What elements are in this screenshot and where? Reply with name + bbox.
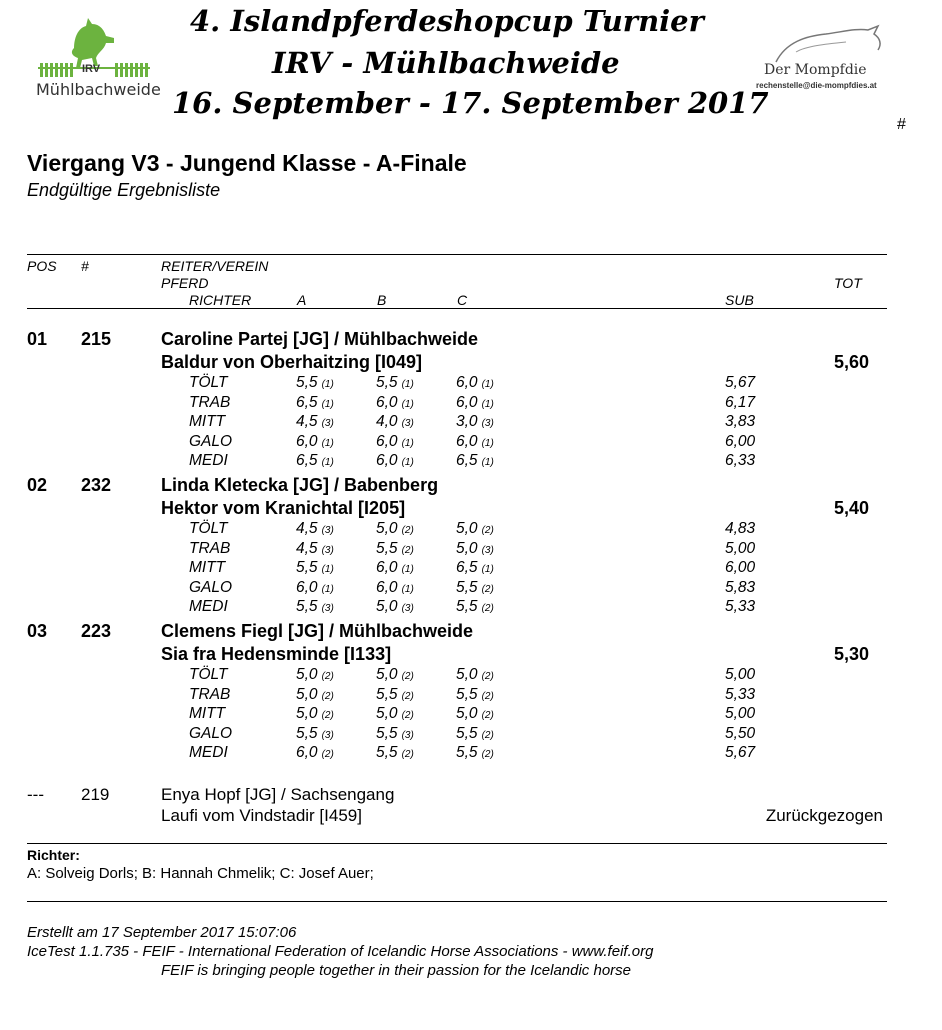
- entry-num: 223: [81, 621, 112, 641]
- footer-created: Erstellt am 17 September 2017 15:07:06: [27, 924, 297, 941]
- score-b-rank: (1): [401, 583, 414, 595]
- score-c-value: 6,0: [456, 393, 478, 411]
- entry-horse: Sia fra Hedensminde [I133]: [161, 644, 392, 664]
- score-c-rank: (2): [481, 749, 494, 761]
- score-gait: MEDI: [189, 452, 228, 470]
- score-b: [376, 705, 414, 723]
- score-a-rank: (1): [321, 457, 334, 469]
- score-a-rank: (2): [321, 690, 334, 702]
- score-c-value: 5,5: [456, 685, 478, 703]
- score-c-rank: (2): [481, 710, 494, 722]
- score-c-rank: (1): [481, 457, 494, 469]
- rule-header-bottom: [27, 308, 887, 309]
- score-c-value: 5,0: [456, 705, 478, 723]
- score-b-rank: (1): [401, 564, 414, 576]
- col-rider: REITER/VEREIN: [161, 258, 269, 274]
- score-gait: GALO: [189, 432, 233, 450]
- score-a: [296, 452, 334, 470]
- score-a-value: 5,5: [296, 598, 318, 616]
- score-a: [296, 579, 334, 597]
- score-sub: 6,17: [725, 393, 756, 411]
- judges-label: Richter:: [27, 847, 80, 863]
- footer-motto: FEIF is bringing people together in their passion for the Icelandic horse: [161, 962, 631, 979]
- score-b-value: 6,0: [376, 559, 398, 577]
- score-a: [296, 433, 334, 451]
- score-a: [296, 394, 334, 412]
- score-c: [456, 374, 494, 392]
- score-gait: GALO: [189, 724, 233, 742]
- score-gait: MEDI: [189, 598, 228, 616]
- score-c: [456, 666, 494, 684]
- score-c: [456, 413, 494, 431]
- withdrawn-num: 219: [81, 785, 110, 804]
- score-b: [376, 579, 414, 597]
- score-b-rank: (1): [401, 437, 414, 449]
- score-c-rank: (1): [481, 437, 494, 449]
- col-b: B: [377, 292, 387, 308]
- entry-horse: Baldur von Oberhaitzing [I049]: [161, 352, 423, 372]
- score-b-value: 5,5: [376, 685, 398, 703]
- score-b-value: 5,5: [376, 744, 398, 762]
- score-sub: 5,33: [725, 598, 756, 616]
- score-a: [296, 725, 334, 743]
- score-c: [456, 540, 494, 558]
- score-b-rank: (3): [401, 603, 414, 615]
- withdrawn-status: Zurückgezogen: [765, 806, 883, 825]
- score-b-rank: (2): [401, 525, 414, 536]
- entry-pos: 02: [27, 475, 48, 495]
- score-b-value: 5,0: [376, 705, 398, 723]
- score-b-rank: (1): [401, 457, 414, 469]
- score-b-value: 6,0: [376, 452, 398, 470]
- score-a-rank: (1): [321, 564, 334, 576]
- entry-num: 232: [81, 475, 112, 495]
- col-judge: RICHTER: [189, 292, 252, 308]
- score-c: [456, 705, 494, 723]
- entry-pos: 01: [27, 329, 48, 349]
- score-sub: 5,00: [725, 705, 756, 723]
- score-sub: 3,83: [725, 413, 756, 431]
- withdrawn-horse: Laufi vom Vindstadir [I459]: [161, 806, 362, 825]
- score-b-rank: (1): [401, 398, 414, 410]
- score-c-rank: (2): [481, 525, 494, 536]
- score-a-rank: (2): [321, 710, 334, 722]
- score-gait: TÖLT: [189, 374, 228, 391]
- entry-horse: Hektor vom Kranichtal [I205]: [161, 498, 406, 518]
- header-line-1: 4. Islandpferdeshopcup Turnier: [190, 4, 704, 38]
- score-a: [296, 705, 334, 723]
- score-b: [376, 374, 414, 392]
- entry-rider: Linda Kletecka [JG] / Babenberg: [161, 475, 439, 495]
- score-c-value: 5,0: [456, 520, 478, 537]
- score-a-rank: (1): [321, 583, 334, 595]
- score-b-rank: (1): [401, 379, 414, 390]
- score-c-rank: (1): [481, 379, 494, 390]
- logo-name: Mühlbachweide: [36, 80, 161, 99]
- score-sub: 6,00: [725, 559, 756, 577]
- score-gait: TÖLT: [189, 666, 228, 683]
- score-gait: GALO: [189, 578, 233, 596]
- score-c-value: 5,5: [456, 724, 478, 742]
- footer-software: IceTest 1.1.735 - FEIF - International Federation of Icelandic Horse Associations - www.feif.org: [27, 943, 654, 960]
- score-a-value: 5,5: [296, 374, 318, 391]
- score-b-rank: (3): [401, 418, 414, 430]
- score-a-value: 6,0: [296, 578, 318, 596]
- score-sub: 5,67: [725, 744, 756, 762]
- score-c-rank: (2): [481, 729, 494, 741]
- score-c-value: 5,5: [456, 578, 478, 596]
- score-a-value: 6,0: [296, 432, 318, 450]
- score-b-rank: (2): [401, 544, 414, 556]
- score-b-rank: (2): [401, 690, 414, 702]
- score-c: [456, 579, 494, 597]
- score-b: [376, 559, 414, 577]
- score-c: [456, 686, 494, 704]
- score-c-rank: (2): [481, 583, 494, 595]
- score-a-rank: (2): [321, 671, 334, 682]
- score-a-rank: (1): [321, 398, 334, 410]
- score-b-rank: (2): [401, 749, 414, 761]
- score-c-value: 6,0: [456, 374, 478, 391]
- col-pos: POS: [27, 258, 57, 274]
- score-a-rank: (1): [321, 437, 334, 449]
- score-c-rank: (2): [481, 690, 494, 702]
- score-c-rank: (1): [481, 564, 494, 576]
- score-c-rank: (3): [481, 418, 494, 430]
- score-b-rank: (2): [401, 710, 414, 722]
- score-a-rank: (2): [321, 749, 334, 761]
- score-c-value: 6,5: [456, 452, 478, 470]
- score-b: [376, 433, 414, 451]
- score-sub: 6,00: [725, 432, 756, 450]
- score-sub: 6,33: [725, 452, 756, 470]
- score-sub: 5,50: [725, 724, 756, 742]
- score-b: [376, 413, 414, 431]
- score-gait: MITT: [189, 559, 226, 577]
- score-b: [376, 540, 414, 558]
- score-a-rank: (1): [321, 379, 334, 390]
- logo-mompfdie: [756, 22, 886, 97]
- score-b-value: 6,0: [376, 393, 398, 411]
- header-line-2: IRV - Mühlbachweide: [272, 46, 620, 80]
- score-b-value: 6,0: [376, 432, 398, 450]
- entry-num: 215: [81, 329, 112, 349]
- score-gait: TÖLT: [189, 520, 228, 537]
- score-gait: MITT: [189, 705, 226, 723]
- score-b-value: 6,0: [376, 578, 398, 596]
- score-c-rank: (2): [481, 603, 494, 615]
- score-a-rank: (3): [321, 544, 334, 556]
- score-c-value: 3,0: [456, 413, 478, 431]
- score-c: [456, 452, 494, 470]
- score-c-value: 5,0: [456, 539, 478, 557]
- score-gait: MITT: [189, 413, 226, 431]
- score-b-rank: (3): [401, 729, 414, 741]
- score-a-value: 4,5: [296, 413, 318, 431]
- logo-mompfdie-email: rechenstelle@die-mompfdies.at: [756, 81, 877, 90]
- score-a-rank: (3): [321, 525, 334, 536]
- rule-footer: [27, 901, 887, 902]
- score-b-value: 4,0: [376, 413, 398, 431]
- score-a-value: 6,5: [296, 452, 318, 470]
- score-a-value: 5,5: [296, 559, 318, 577]
- entry-tot: 5,40: [834, 498, 870, 518]
- score-a: [296, 598, 334, 616]
- score-a: [296, 520, 334, 538]
- score-sub: 4,83: [725, 520, 756, 537]
- withdrawn-pos: ---: [27, 785, 44, 804]
- score-c: [456, 559, 494, 577]
- score-gait: TRAB: [189, 685, 231, 703]
- score-a-rank: (3): [321, 729, 334, 741]
- score-a: [296, 413, 334, 431]
- score-c-rank: (3): [481, 544, 494, 556]
- col-horse: PFERD: [161, 275, 209, 291]
- entry-pos: 03: [27, 621, 48, 641]
- col-sub: SUB: [725, 292, 754, 308]
- score-b-value: 5,5: [376, 539, 398, 557]
- score-sub: 5,00: [725, 539, 756, 557]
- rule-judges: [27, 843, 887, 844]
- score-b-value: 5,0: [376, 520, 398, 537]
- score-sub: 5,33: [725, 685, 756, 703]
- score-a: [296, 374, 334, 392]
- score-gait: TRAB: [189, 393, 231, 411]
- logo-mompfdie-name: Der Mompfdie: [764, 62, 867, 78]
- score-a: [296, 666, 334, 684]
- score-a-value: 6,0: [296, 744, 318, 762]
- col-c: C: [457, 292, 468, 308]
- score-c-rank: (1): [481, 398, 494, 410]
- score-b-rank: (2): [401, 671, 414, 682]
- entry-rider: Clemens Fiegl [JG] / Mühlbachweide: [161, 621, 474, 641]
- score-b-value: 5,5: [376, 374, 398, 391]
- score-c-value: 5,0: [456, 666, 478, 683]
- entry-tot: 5,60: [834, 352, 870, 372]
- entry-rider: Caroline Partej [JG] / Mühlbachweide: [161, 329, 479, 349]
- logo-badge: IRV: [82, 63, 101, 75]
- score-a-value: 6,5: [296, 393, 318, 411]
- score-sub: 5,83: [725, 578, 756, 596]
- score-b: [376, 520, 414, 538]
- score-gait: TRAB: [189, 539, 231, 557]
- score-c: [456, 725, 494, 743]
- score-a-value: 4,5: [296, 539, 318, 557]
- score-a-value: 5,0: [296, 705, 318, 723]
- score-b: [376, 725, 414, 743]
- horse-outline-icon: [756, 22, 886, 67]
- col-tot: TOT: [834, 275, 862, 291]
- judges-text: A: Solveig Dorls; B: Hannah Chmelik; C: Josef Auer;: [27, 865, 374, 882]
- score-c: [456, 520, 494, 538]
- score-a-rank: (3): [321, 418, 334, 430]
- score-b: [376, 598, 414, 616]
- score-sub: 5,00: [725, 666, 756, 683]
- score-b: [376, 394, 414, 412]
- header-line-3: 16. September - 17. September 2017: [172, 86, 769, 120]
- score-a: [296, 559, 334, 577]
- score-c-value: 6,0: [456, 432, 478, 450]
- score-a-rank: (3): [321, 603, 334, 615]
- page-title: Viergang V3 - Jungend Klasse - A-Finale: [27, 150, 467, 176]
- col-a: A: [297, 292, 307, 308]
- score-b: [376, 744, 414, 762]
- score-c-value: 5,5: [456, 598, 478, 616]
- score-a: [296, 744, 334, 762]
- logo-muehlbachweide: [34, 8, 161, 100]
- score-gait: MEDI: [189, 744, 228, 762]
- entry-tot: 5,30: [834, 644, 870, 664]
- score-b-value: 5,0: [376, 666, 398, 683]
- score-b-value: 5,0: [376, 598, 398, 616]
- hash-mark: #: [897, 116, 906, 133]
- page-subtitle: Endgültige Ergebnisliste: [27, 180, 221, 200]
- score-c: [456, 394, 494, 412]
- score-b: [376, 666, 414, 684]
- score-a: [296, 540, 334, 558]
- score-a-value: 4,5: [296, 520, 318, 537]
- score-b: [376, 686, 414, 704]
- score-b: [376, 452, 414, 470]
- score-c: [456, 433, 494, 451]
- score-c: [456, 598, 494, 616]
- score-a: [296, 686, 334, 704]
- score-b-value: 5,5: [376, 724, 398, 742]
- col-num: #: [81, 258, 89, 274]
- score-c-rank: (2): [481, 671, 494, 682]
- score-a-value: 5,0: [296, 666, 318, 683]
- score-c: [456, 744, 494, 762]
- score-a-value: 5,5: [296, 724, 318, 742]
- score-c-value: 5,5: [456, 744, 478, 762]
- rule-top: [27, 254, 887, 255]
- score-a-value: 5,0: [296, 685, 318, 703]
- score-c-value: 6,5: [456, 559, 478, 577]
- withdrawn-rider: Enya Hopf [JG] / Sachsengang: [161, 785, 395, 804]
- score-sub: 5,67: [725, 374, 756, 391]
